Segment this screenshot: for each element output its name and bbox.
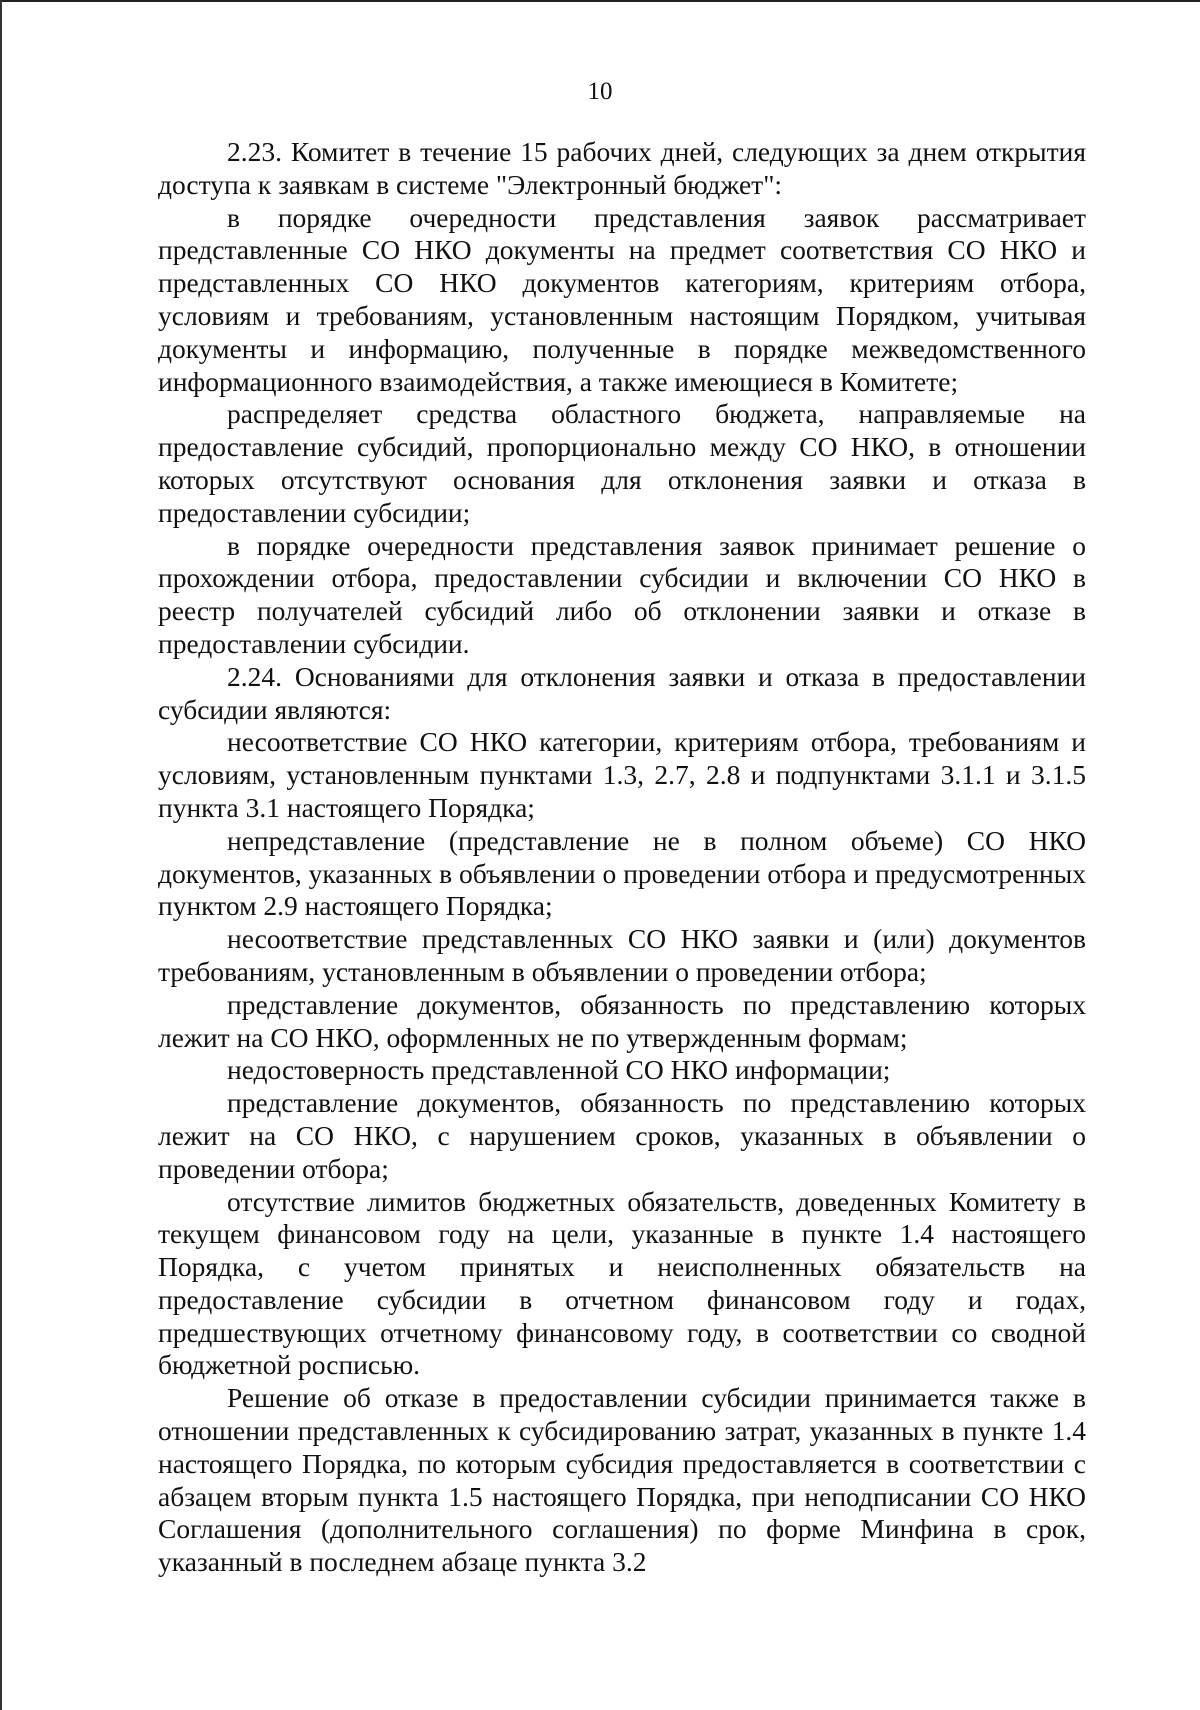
paragraph-ground-missing-docs: непредставление (представление не в полном объеме) СО НКО документов, указанных в объявлении о проведении отбора и предусмотренных пунктом 2.9 настоящего Порядка; — [158, 824, 1086, 922]
page-number: 10 — [587, 78, 613, 105]
paragraph-ground-unreliable: недостоверность представленной СО НКО информации; — [227, 1054, 891, 1086]
document-body — [158, 136, 1086, 1579]
paragraph-2-23: 2.23. Комитет в течение 15 рабочих дней, следующих за днем открытия доступа к заявкам в системе "Электронный бюджет": — [158, 136, 1086, 200]
paragraph-ground-limits: отсутствие лимитов бюджетных обязательств, доведенных Комитету в текущем финансовом году на цели, указанные в пункте 1.4 настоящего Порядка, с учетом принятых и неисполненных обязательств на предоставление субсидии в отчетном финансовом году и годах, предшествующих отчетному финансовому году, в соответствии со сводной бюджетной росписью. — [158, 1185, 1086, 1381]
paragraph-ground-requirements: несоответствие представленных СО НКО заявки и (или) документов требованиям, установленным в объявлении о проведении отбора; — [158, 923, 1086, 987]
scan-edge-left — [0, 0, 2, 1710]
paragraph-distribute: распределяет средства областного бюджета, направляемые на предоставление субсидий, пропорционально между СО НКО, в отношении которых отсутствуют основания для отклонения заявки и отказа в предоставлении субсидии; — [158, 398, 1086, 528]
paragraph-decision: в порядке очередности представления заявок принимает решение о прохождении отбора, предоставлении субсидии и включении СО НКО в реестр получателей субсидий либо об отклонении заявки и отказе в предоставлении субсидии. — [158, 529, 1086, 659]
paragraph-ground-deadlines: представление документов, обязанность по представлению которых лежит на СО НКО, с нарушением сроков, указанных в объявлении о проведении отбора; — [158, 1087, 1086, 1184]
paragraph-ground-forms: представление документов, обязанность по представлению которых лежит на СО НКО, оформленных не по утвержденным формам; — [158, 988, 1086, 1053]
scan-edge-top — [0, 0, 1200, 2]
paragraph-2-24: 2.24. Основаниями для отклонения заявки и отказа в предоставлении субсидии являются: — [158, 660, 1086, 725]
paragraph-ground-mismatch: несоответствие СО НКО категории, критериям отбора, требованиям и условиям, установленным пунктами 1.3, 2.7, 2.8 и подпунктами 3.1.1 и 3.1.5 пункта 3.1 настоящего Порядка; — [158, 726, 1086, 823]
paragraph-refusal-decision: Решение об отказе в предоставлении субсидии принимается также в отношении представленных к субсидированию затрат, указанных в пункте 1.4 настоящего Порядка, по которым субсидия предоставляется в соответствии с абзацем вторым пункта 1.5 настоящего Порядка, при неподписании СО НКО Соглашения (дополнительного соглашения) по форме Минфина в срок, указанный в последнем абзаце пункта 3.2 — [158, 1382, 1086, 1578]
paragraph-review: в порядке очередности представления заявок рассматривает представленные СО НКО документы на предмет соответствия СО НКО и представленных СО НКО документов категориям, критериям отбора, условиям и требованиям, установленным настоящим Порядком, учитывая документы и информацию, полученные в порядке межведомственного информационного взаимодействия, а также имеющиеся в Комитете; — [158, 201, 1086, 397]
